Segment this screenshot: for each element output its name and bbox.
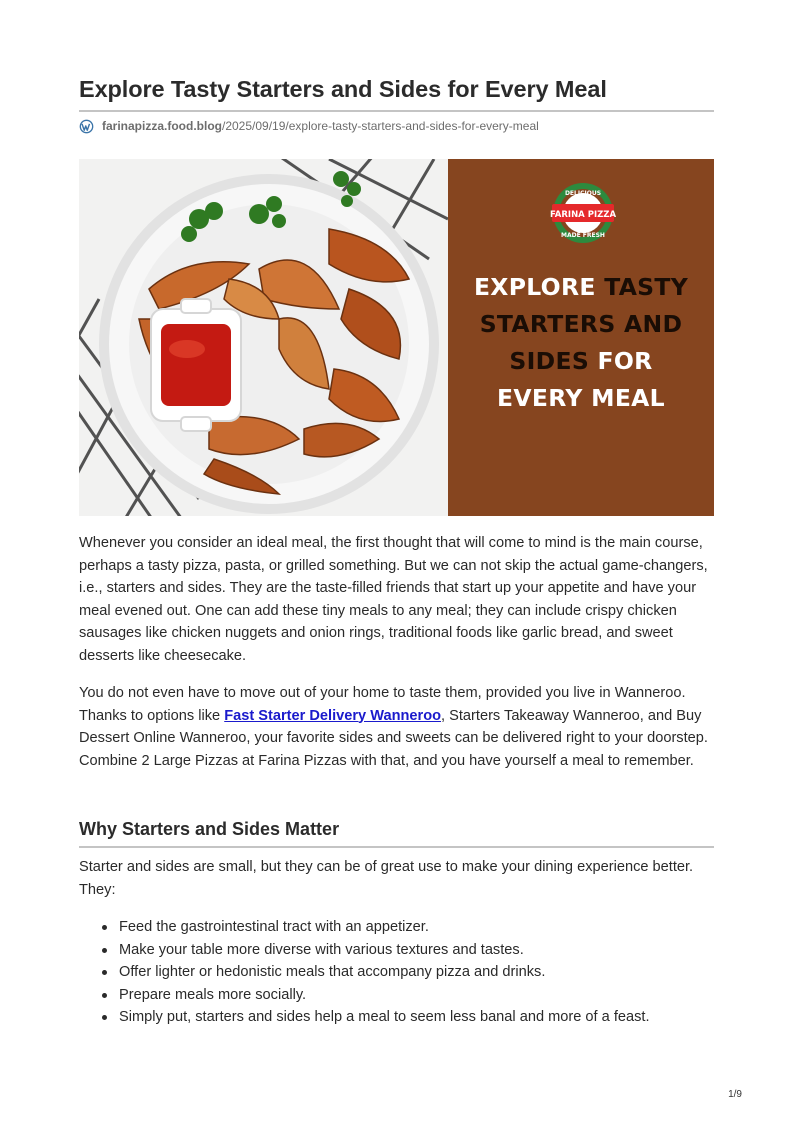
section-heading: Why Starters and Sides Matter <box>79 819 340 839</box>
section-divider <box>79 846 714 848</box>
section-paragraph: Starter and sides are small, but they can be of great use to make your dining experience better. They: <box>79 859 694 898</box>
list-item: Make your table more diverse with various textures and tastes. <box>79 939 714 962</box>
bullet-icon <box>102 925 107 930</box>
page-title: Explore Tasty Starters and Sides for Every Meal <box>79 76 607 102</box>
bullet-icon <box>102 970 107 975</box>
hero-banner <box>79 159 714 516</box>
svg-text:FARINA PIZZA: FARINA PIZZA <box>549 210 617 220</box>
intro-paragraph: Whenever you consider an ideal meal, the first thought that will come to mind is the main course, perhaps a tasty pizza, pasta, or grilled something. But we can not skip the actual game-changers, i.e., starters and sides. They are the taste-filled friends that start up your appetite and have your meal evened out. One can add these tiny meals to any meal; they can include crispy chicken sausages like chicken nuggets and onion rings, traditional foods like garlic bread, and sweet desserts like cheesecake. <box>79 535 708 664</box>
source-domain: farinapizza.food.blog <box>102 119 222 133</box>
fast-starter-delivery-link[interactable]: Fast Starter Delivery Wanneroo <box>224 707 442 724</box>
wordpress-icon <box>79 119 94 134</box>
list-item: Offer lighter or hedonistic meals that accompany pizza and drinks. <box>79 961 714 984</box>
list-item: Simply put, starters and sides help a meal to seem less banal and more of a feast. <box>79 1006 714 1029</box>
svg-text:DELICIOUS: DELICIOUS <box>564 190 602 197</box>
source-path: /2025/09/19/explore-tasty-starters-and-sides-for-every-meal <box>222 119 539 133</box>
benefits-list <box>79 916 714 1029</box>
source-url[interactable] <box>79 118 539 134</box>
page-number: 1/9 <box>728 1089 742 1100</box>
headline-panel <box>448 159 714 516</box>
svg-text:MADE FRESH: MADE FRESH <box>561 232 605 239</box>
bullet-icon <box>102 948 107 953</box>
banner-headline: EXPLORE TASTY STARTERS AND SIDES FOR EVERY MEAL <box>473 273 689 412</box>
list-item: Feed the gastrointestinal tract with an appetizer. <box>79 916 714 939</box>
bullet-icon <box>102 993 107 998</box>
title-divider <box>79 110 714 112</box>
list-item: Prepare meals more socially. <box>79 984 714 1007</box>
bullet-icon <box>102 1015 107 1020</box>
potato-wedges-photo <box>79 159 448 516</box>
food-illustration <box>79 159 448 516</box>
farina-pizza-logo <box>548 181 618 245</box>
delivery-paragraph: You do not even have to move out of your home to taste them, provided you live in Wanneroo. Thanks to options like Fast Starter Delivery Wanneroo, Starters Takeaway Wanneroo, and Buy Dessert Online Wanneroo, your favorite sides and sweets can be delivered right to your doorstep. Combine 2 Large Pizzas at Farina Pizzas with that, and you have yourself a meal to remember. <box>79 685 708 769</box>
